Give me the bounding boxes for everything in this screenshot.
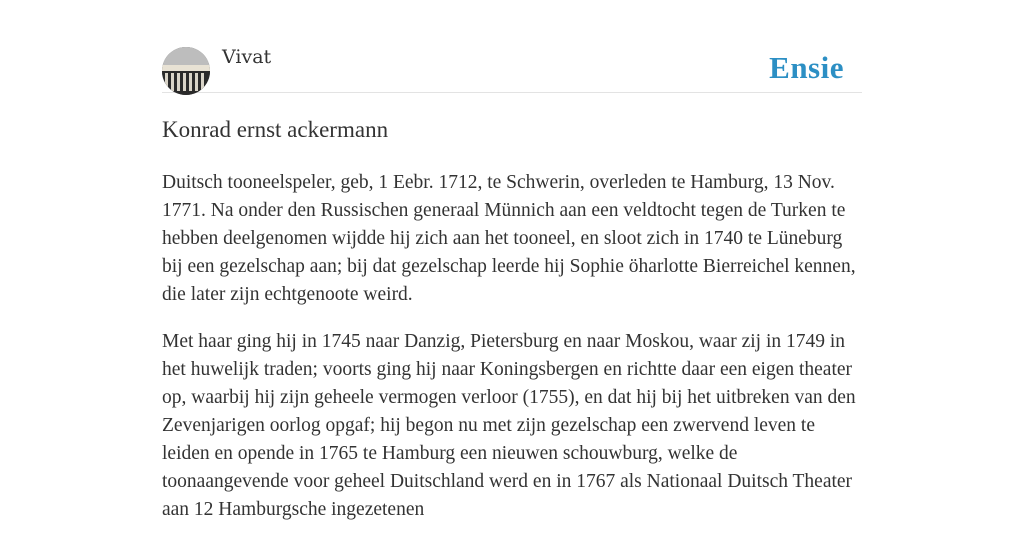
article-paragraph: Duitsch tooneelspeler, geb, 1 Eebr. 1712, te Schwerin, overleden te Hamburg, 13 Nov. 1771. Na onder den Russischen generaal Münnich aan een veldtocht tegen de Turken te hebben deelgenomen wijdde hij zich aan het tooneel, en sloot zich in 1740 te Lüneburg bij een gezelschap aan; bij dat gezelschap leerde hij Sophie öharlotte Bierreichel kennen, die later zijn echtgenoote weird.: [162, 172, 856, 305]
typewriter-avatar-icon: [162, 47, 210, 95]
avatar[interactable]: [162, 47, 210, 95]
article-body: [162, 169, 862, 543]
article-paragraph: Met haar ging hij in 1745 naar Danzig, Pietersburg en naar Moskou, waar zij in 1749 in het huwelijk traden; voorts ging hij naar Koningsbergen en richtte daar een eigen theater op, waarbij hij zijn geheele vermogen verloor (1755), en dat hij bij het uitbreken van den Zevenjarigen oorlog opgaf; hij begon nu met zijn gezelschap een zwervend leven te leiden en opende in 1765 te Hamburg een nieuwen schouwburg, welke de toonaangevende voor geheel Duitschland werd en in 1767 als Nationaal Duitsch Theater aan 12 Hamburgsche ingezetenen: [162, 331, 856, 520]
brand-logo[interactable]: Ensie: [769, 50, 844, 85]
article-title: Konrad ernst ackermann: [162, 117, 389, 142]
header: [162, 0, 862, 93]
author-name[interactable]: Vivat: [222, 46, 272, 68]
page: [162, 0, 862, 520]
